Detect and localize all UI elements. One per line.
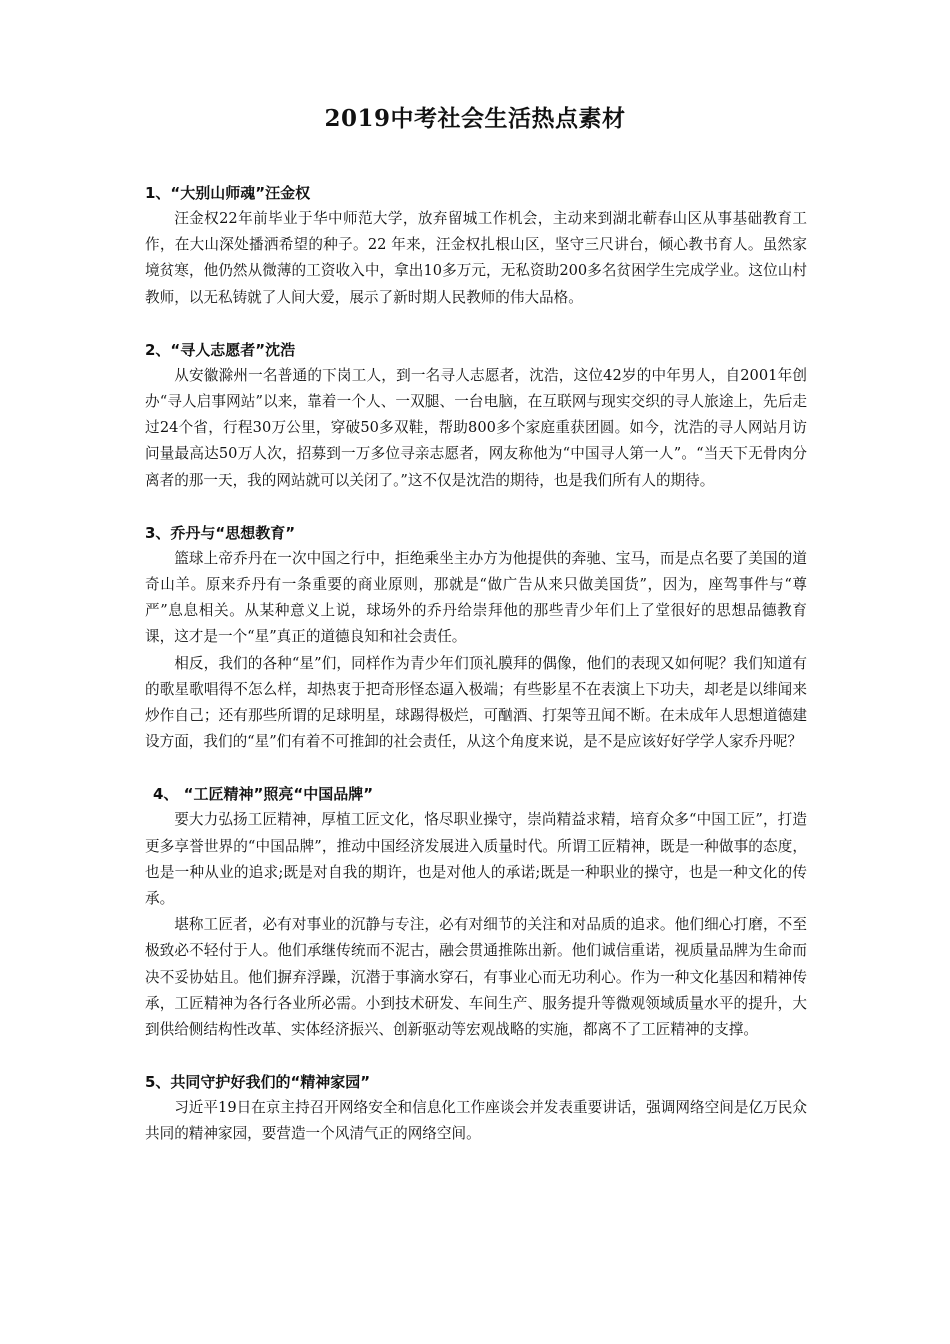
paragraph: 汪金权22年前毕业于华中师范大学，放弃留城工作机会，主动来到湖北蕲春山区从事基础教育工作，在大山深处播洒希望的种子。22 年来，汪金权扎根山区，坚守三尺讲台，倾心教书育人。虽然家境贫寒，他仍然从微薄的工资收入中，拿出10多万元，无私资助200多名贫困学生完成学业。这位山村教师，以无私铸就了人间大爱，展示了新时期人民教师的伟大品格。 — [145, 210, 807, 306]
section-3 — [145, 520, 807, 756]
paragraph: 习近平19日在京主持召开网络安全和信息化工作座谈会并发表重要讲话，强调网络空间是亿万民众共同的精神家园，要营造一个风清气正的网络空间。 — [145, 1099, 807, 1143]
section-heading: 2、“寻人志愿者”沈浩 — [145, 340, 296, 359]
document-body — [145, 180, 807, 1174]
paragraph: 从安徽滁州一名普通的下岗工人，到一名寻人志愿者，沈浩，这位42岁的中年男人，自2001年创办“寻人启事网站”以来，靠着一个人、一双腿、一台电脑，在互联网与现实交织的寻人旅途上，先后走过24个省，行程30万公里，穿破50多双鞋，帮助800多个家庭重获团圆。如今，沈浩的寻人网站月访问量最高达50万人次，招募到一万多位寻亲志愿者，网友称他为“中国寻人第一人”。“当天下无骨肉分离者的那一天，我的网站就可以关闭了。”这不仅是沈浩的期待，也是我们所有人的期待。 — [145, 366, 807, 489]
paragraph: 堪称工匠者，必有对事业的沉静与专注，必有对细节的关注和对品质的追求。他们细心打磨，不至极致必不轻付于人。他们承继传统而不泥古，融会贯通推陈出新。他们诚信重诺，视质量品牌为生命而决不妥协姑且。他们摒弃浮躁，沉潜于事滴水穿石，有事业心而无功利心。作为一种文化基因和精神传承，工匠精神为各行各业所必需。小到技术研发、车间生产、服务提升等微观领域质量水平的提升，大到供给侧结构性改革、实体经济振兴、创新驱动等宏观战略的实施，都离不了工匠精神的支撑。 — [145, 916, 807, 1039]
paragraph: 要大力弘扬工匠精神，厚植工匠文化，恪尽职业操守，崇尚精益求精，培育众多“中国工匠”，打造更多享誉世界的“中国品牌”，推动中国经济发展进入质量时代。所谓工匠精神，既是一种做事的态度，也是一种从业的追求;既是对自我的期许，也是对他人的承诺;既是一种职业的操守，也是一种文化的传承。 — [145, 811, 807, 908]
section-5 — [145, 1069, 807, 1147]
section-heading: 1、“大别山师魂”汪金权 — [145, 184, 311, 202]
section-1 — [145, 180, 807, 311]
section-2 — [145, 337, 807, 494]
document-title: 2019中考社会生活热点素材 — [324, 105, 626, 132]
paragraph: 篮球上帝乔丹在一次中国之行中，拒绝乘坐主办方为他提供的奔驰、宝马，而是点名要了美国的道奇山羊。原来乔丹有一条重要的商业原则，那就是“做广告从来只做美国货”，因为，座驾事件与“尊严”息息相关。从某种意义上说，球场外的乔丹给崇拜他的那些青少年们上了堂很好的思想品德教育课，这才是一个“星”真正的道德良知和社会责任。 — [145, 549, 807, 646]
section-heading: 3、乔丹与“思想教育” — [145, 523, 296, 542]
section-heading: 4、 “工匠精神”照亮“中国品牌” — [153, 785, 374, 804]
section-4 — [145, 781, 807, 1043]
paragraph: 相反，我们的各种“星”们，同样作为青少年们顶礼膜拜的偶像，他们的表现又如何呢？我们知道有的歌星歌唱得不怎么样，却热衷于把奇形怪态逼入极端；有些影星不在表演上下功夫，却老是以绯闻来炒作自己；还有那些所谓的足球明星，球踢得极烂，可酗酒、打架等丑闻不断。在未成年人思想道德建设方面，我们的“星”们有着不可推卸的社会责任，从这个角度来说，是不是应该好好学学人家乔丹呢？ — [145, 654, 807, 751]
section-heading: 5、共同守护好我们的“精神家园” — [145, 1073, 371, 1092]
